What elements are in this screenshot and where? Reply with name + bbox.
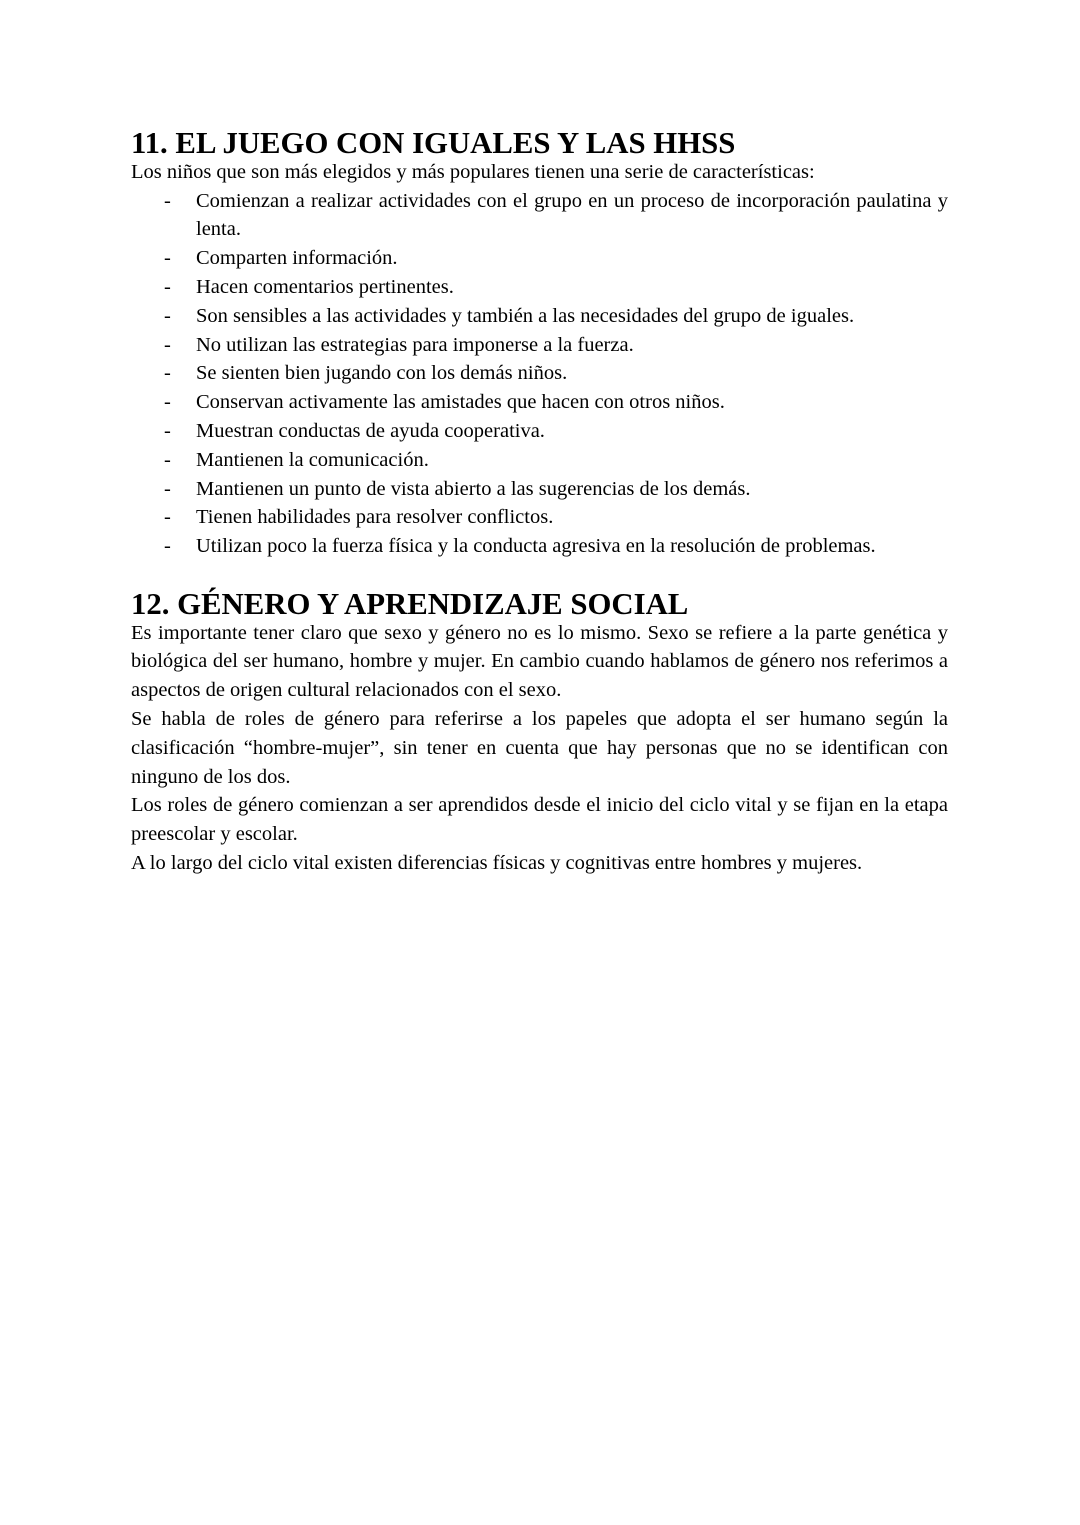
section-11-intro: Los niños que son más elegidos y más populares tienen una serie de características: bbox=[131, 160, 815, 183]
list-item-text: Muestran conductas de ayuda cooperativa. bbox=[196, 419, 545, 442]
list-item-text: Tienen habilidades para resolver conflictos. bbox=[196, 506, 554, 529]
list-item bbox=[131, 388, 948, 417]
bullet-dash: - bbox=[164, 189, 171, 212]
section-12-paragraph: A lo largo del ciclo vital existen diferencias físicas y cognitivas entre hombres y mujeres. bbox=[131, 851, 863, 874]
list-item bbox=[131, 187, 948, 245]
bullet-dash: - bbox=[164, 419, 171, 442]
characteristics-list bbox=[131, 187, 948, 561]
list-item-text: No utilizan las estrategias para imponerse a la fuerza. bbox=[196, 333, 634, 356]
list-item-text: Utilizan poco la fuerza física y la conducta agresiva en la resolución de problemas. bbox=[196, 535, 876, 558]
list-item bbox=[131, 532, 948, 561]
document-page bbox=[131, 126, 948, 878]
list-item-text: Hacen comentarios pertinentes. bbox=[196, 275, 454, 298]
list-item-text: Comienzan a realizar actividades con el grupo en un proceso de incorporación paulatina y lenta. bbox=[196, 189, 948, 241]
list-item-text: Comparten información. bbox=[196, 247, 398, 270]
bullet-dash: - bbox=[164, 391, 171, 414]
list-item-text: Mantienen un punto de vista abierto a las sugerencias de los demás. bbox=[196, 477, 751, 500]
list-item bbox=[131, 417, 948, 446]
list-item-text: Son sensibles a las actividades y también a las necesidades del grupo de iguales. bbox=[196, 304, 855, 327]
section-spacer bbox=[131, 561, 948, 590]
bullet-dash: - bbox=[164, 477, 171, 500]
bullet-dash: - bbox=[164, 362, 171, 385]
list-item bbox=[131, 273, 948, 302]
bullet-dash: - bbox=[164, 535, 171, 558]
section-12-heading: 12. GÉNERO Y APRENDIZAJE SOCIAL bbox=[131, 586, 689, 621]
list-item-text: Se sienten bien jugando con los demás niños. bbox=[196, 362, 568, 385]
list-item-text: Mantienen la comunicación. bbox=[196, 448, 429, 471]
list-item-text: Conservan activamente las amistades que hacen con otros niños. bbox=[196, 391, 725, 414]
section-12-paragraph: Se habla de roles de género para referirse a los papeles que adopta el ser humano según la clasificación “hombre-mujer”, sin tener en cuenta que hay personas que no se identifican con ninguno de los dos. bbox=[131, 707, 948, 788]
bullet-dash: - bbox=[164, 275, 171, 298]
list-item bbox=[131, 331, 948, 360]
section-12-paragraph: Es importante tener claro que sexo y género no es lo mismo. Sexo se refiere a la parte genética y biológica del ser humano, hombre y mujer. En cambio cuando hablamos de género nos referimos a aspectos de origen cultural relacionados con el sexo. bbox=[131, 621, 948, 702]
bullet-dash: - bbox=[164, 304, 171, 327]
list-item bbox=[131, 503, 948, 532]
bullet-dash: - bbox=[164, 506, 171, 529]
bullet-dash: - bbox=[164, 247, 171, 270]
list-item bbox=[131, 475, 948, 504]
list-item bbox=[131, 446, 948, 475]
section-11-heading: 11. EL JUEGO CON IGUALES Y LAS HHSS bbox=[131, 126, 736, 160]
list-item bbox=[131, 244, 948, 273]
list-item bbox=[131, 359, 948, 388]
section-12-paragraph: Los roles de género comienzan a ser aprendidos desde el inicio del ciclo vital y se fijan en la etapa preescolar y escolar. bbox=[131, 794, 948, 846]
bullet-dash: - bbox=[164, 333, 171, 356]
list-item bbox=[131, 302, 948, 331]
bullet-dash: - bbox=[164, 448, 171, 471]
